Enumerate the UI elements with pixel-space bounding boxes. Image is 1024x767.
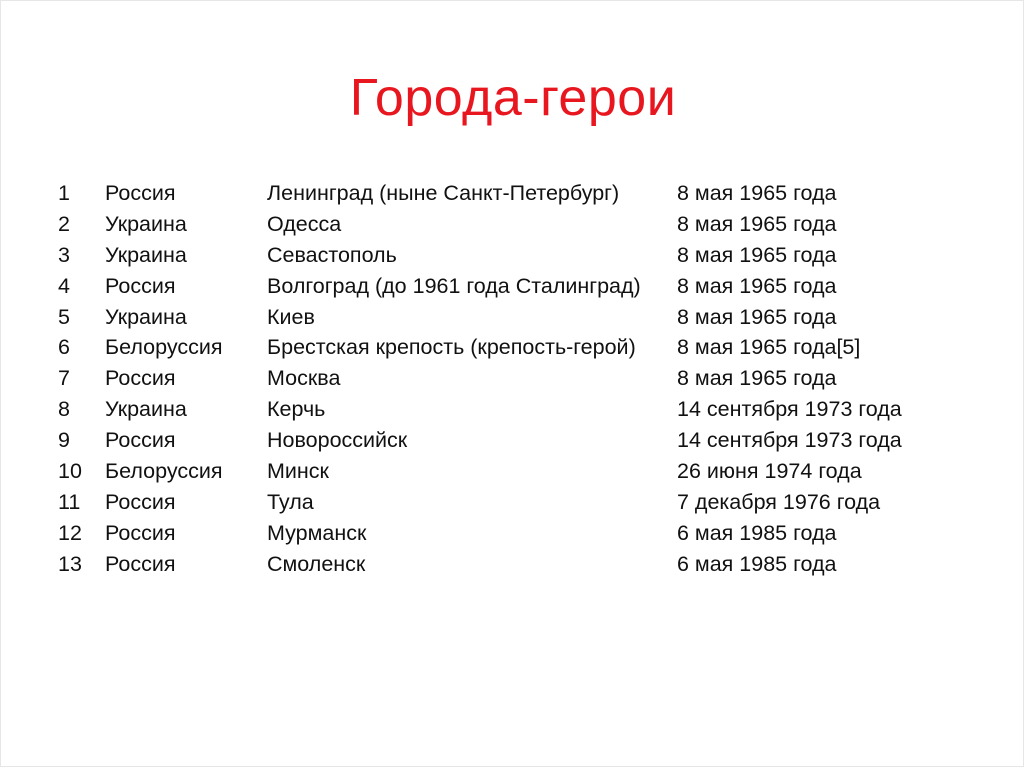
row-city: Керчь: [267, 397, 326, 422]
row-country: Россия: [105, 520, 176, 545]
row-country: Украина: [105, 397, 187, 422]
row-country: Украина: [105, 242, 187, 267]
table-row: [58, 456, 958, 487]
row-country: Белоруссия: [105, 335, 223, 360]
row-number: 1: [58, 181, 70, 205]
row-city: Минск: [267, 459, 329, 484]
row-country: Россия: [105, 181, 176, 205]
row-city: Москва: [267, 366, 341, 391]
row-date: 6 мая 1985 года: [677, 520, 837, 545]
row-date: 8 мая 1965 года: [677, 366, 837, 391]
row-city: Тула: [267, 489, 314, 514]
table-row: [58, 549, 958, 580]
row-date: 14 сентября 1973 года: [677, 397, 902, 422]
table-row: [58, 271, 958, 302]
row-number: 8: [58, 397, 70, 422]
row-city: Новороссийск: [267, 428, 408, 453]
row-city: Мурманск: [267, 520, 367, 545]
row-date: 26 июня 1974 года: [677, 459, 862, 484]
row-date: 14 сентября 1973 года: [677, 428, 902, 453]
row-city: Смоленск: [267, 551, 366, 576]
table-row: [58, 209, 958, 240]
row-number: 13: [58, 551, 82, 576]
table-row: [58, 363, 958, 394]
row-number: 10: [58, 459, 82, 484]
table-row: [58, 240, 958, 271]
row-country: Россия: [105, 366, 176, 391]
row-number: 9: [58, 428, 70, 453]
row-city: Киев: [267, 304, 315, 329]
table-row: [58, 487, 958, 518]
row-date: 8 мая 1965 года[5]: [677, 335, 861, 360]
row-number: 7: [58, 366, 70, 391]
table-row: [58, 425, 958, 456]
row-country: Украина: [105, 304, 187, 329]
row-country: Россия: [105, 551, 176, 576]
row-date: 7 декабря 1976 года: [677, 489, 881, 514]
table-row: [58, 302, 958, 333]
row-number: 11: [58, 489, 81, 514]
row-city: Волгоград (до 1961 года Сталинград): [267, 273, 641, 298]
table-row: [58, 518, 958, 549]
row-date: 8 мая 1965 года: [677, 242, 837, 267]
row-number: 4: [58, 273, 70, 298]
row-city: Ленинград (ныне Санкт-Петербург): [267, 181, 620, 205]
table-row: [58, 394, 958, 425]
row-number: 12: [58, 520, 82, 545]
row-date: 8 мая 1965 года: [677, 304, 837, 329]
row-country: Белоруссия: [105, 459, 223, 484]
table-row: [58, 332, 958, 363]
hero-cities-table: [58, 178, 958, 580]
row-date: 8 мая 1965 года: [677, 211, 837, 236]
row-number: 2: [58, 211, 70, 236]
row-number: 6: [58, 335, 70, 360]
row-date: 8 мая 1965 года: [677, 181, 837, 205]
row-country: Россия: [105, 489, 176, 514]
row-city: Севастополь: [267, 242, 397, 267]
row-country: Россия: [105, 273, 176, 298]
table-row: [58, 178, 958, 209]
row-country: Россия: [105, 428, 176, 453]
row-date: 8 мая 1965 года: [677, 273, 837, 298]
slide-title: Города-герои: [349, 69, 677, 127]
row-country: Украина: [105, 211, 187, 236]
row-city: Брестская крепость (крепость-герой): [267, 335, 636, 360]
row-date: 6 мая 1985 года: [677, 551, 837, 576]
row-city: Одесса: [267, 211, 342, 236]
row-number: 3: [58, 242, 70, 267]
row-number: 5: [58, 304, 70, 329]
